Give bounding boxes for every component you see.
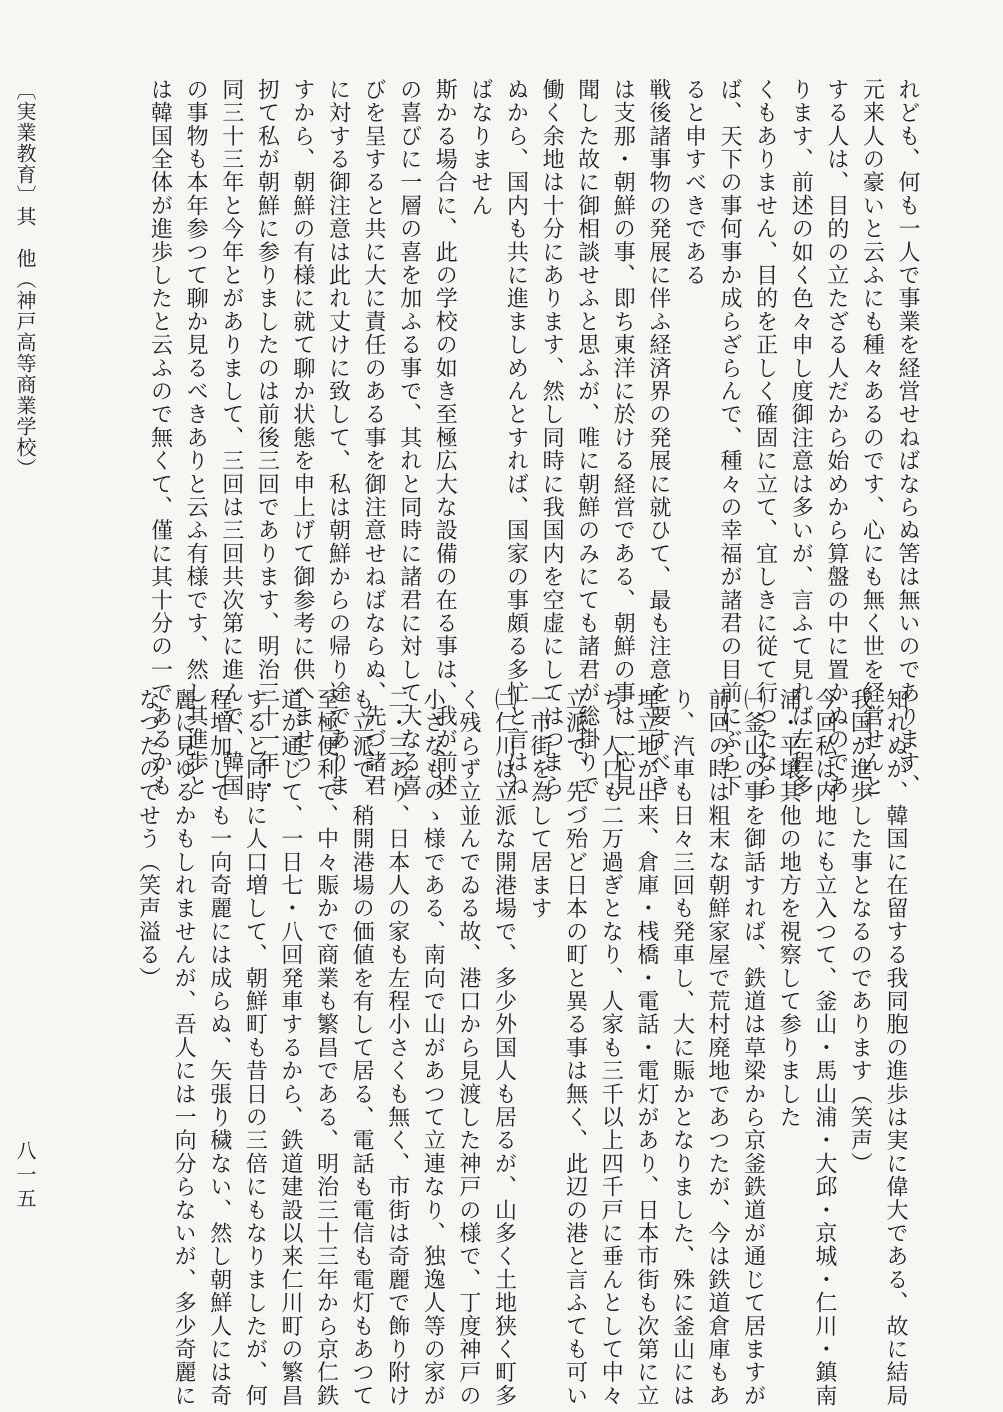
text-line: 浦・平壌其他の地方を視察して参りました <box>776 688 802 1129</box>
text-line: ち、人口も二万過ぎとなり、人家も三千以上四千戸に垂んとして中々 <box>598 688 624 1408</box>
header-section: 〔実業教育〕 <box>13 80 37 206</box>
text-line: びを呈すると共に大に責任のある事を御注意せねばならぬ、先づ諸君 <box>361 78 387 798</box>
text-line: 小さなものゝ様である、南向で山があつて立連なり、独逸人等の家が <box>420 688 446 1408</box>
text-line: 麗に見ゆるかもしれませんが、吾人には一向分らないが、多少奇麗に <box>171 688 197 1408</box>
text-line: すると同時に人口増して、朝鮮町も昔日の三倍にもなりましたが、何 <box>242 688 268 1408</box>
text-line: 立派で、先づ殆ど日本の町と異る事は無く、此辺の港と言ふても可い <box>562 688 588 1408</box>
text-line: ㈠釜山の事を御話すれば、鉄道は草梁から京釜鉄道が通じて居ますが <box>740 688 766 1408</box>
text-line: ると申すべきである <box>681 78 707 287</box>
text-line: は韓国全体が進歩したと云ふので無くて、僅に其十分の一であるかも <box>147 78 173 798</box>
text-line: 二・三あり、日本人の家も左程小さくも無く、市街は奇麗で飾り附け <box>384 688 410 1408</box>
upper-text-block <box>147 78 925 798</box>
page-number: 八一五 <box>13 1140 37 1212</box>
text-line: れども、何も一人で事業を経営せねばならぬ筈は無いのであります、 <box>895 78 920 798</box>
text-line: ぬから、国内も共に進ましめんとすれば、国家の事頗る多忙と言はね <box>503 78 529 798</box>
text-line: 戦後諸事物の発展に伴ふ経済界の発展に就ひて、最も注意を要すべき <box>645 78 671 798</box>
running-header <box>10 80 40 479</box>
text-line: 斯かる場合に、此の学校の如き至極広大な設備の在る事は、我が前述 <box>432 78 458 798</box>
text-line: 我国が進歩した事となるのであります（笑声） <box>847 688 873 1176</box>
text-line: 前回の時は粗末な朝鮮家屋で荒村廃地であつたが、今は鉄道倉庫もあ <box>705 688 731 1408</box>
text-line: に対する御注意は此れ丈けに致して、私は朝鮮からの帰り途でありま <box>325 78 351 798</box>
text-line: も立派で、稍開港場の価値を有して居る、電話も電信も電灯もあつて <box>349 688 375 1408</box>
text-line: 同三十三年と今年とがありまして、三回は三回共次第に進んで、韓国 <box>218 78 244 798</box>
text-line: 扨て私が朝鮮に参りましたのは前後三回であります、明治三十一年・ <box>254 78 280 798</box>
text-line: 元来人の豪いと云ふにも種々あるのです、心にも無く世を経営せんと <box>859 78 885 798</box>
text-line: の事物も本年参つて聊か見るべきありと云ふ有様です、然し其進歩と <box>183 78 209 798</box>
text-line: 働く余地は十分にあります、然し同時に我国内を空虚にしてはつまら <box>539 78 565 798</box>
text-line: ばなりません <box>467 78 493 218</box>
text-line: くもありません、目的を正しく確固に立て、宜しきに従て行つたなら <box>752 78 778 798</box>
text-line: 聞した故に御相談せふと思ふが、唯に朝鮮のみにても諸君が総掛りで <box>574 78 600 798</box>
header-category: 其 他 <box>13 206 37 269</box>
text-line: なつたのでせう（笑声溢る） <box>135 688 161 990</box>
text-line: 至極便利で、中々賑かで商業も繁昌である、明治三十三年から京仁鉄 <box>313 688 339 1408</box>
text-line: ㈡仁川は立派な開港場で、多少外国人も居るが、山多く土地狭く町多 <box>491 688 517 1408</box>
text-line: すから、朝鮮の有様に就て聊か状態を申上げて御参考に供へませう <box>289 78 315 774</box>
text-line: の喜びに一層の喜を加ふる事で、其れと同時に諸君に対して大なる喜 <box>396 78 422 798</box>
text-line: 一市街を為して居ます <box>527 688 553 920</box>
text-line: 道が通じて、一日七・八回発車するから、鉄道建設以来仁川町の繁昌 <box>277 688 303 1408</box>
text-line: 埋立地が出来、倉庫・桟橋・電話・電灯があり、日本市街も次第に立 <box>633 688 659 1408</box>
text-line: 程増加しても一向奇麗には成らぬ、矢張り穢ない、然し朝鮮人には奇 <box>206 688 232 1408</box>
text-line: ります、前述の如く色々申し度御注意は多いが、言ふて見れば左程多 <box>788 78 814 798</box>
text-line: 今回私は内地にも立入つて、釜山・馬山浦・大邱・京城・仁川・鎮南 <box>811 688 837 1408</box>
text-line: く残らず立並んでゐる故、港口から見渡した神戸の様で、丁度神戸の <box>455 688 481 1408</box>
text-line: 知れぬが、韓国に在留する我同胞の進歩は実に偉大である、故に結局 <box>883 688 908 1408</box>
header-school: （神戸高等商業学校） <box>13 269 37 479</box>
text-line: は支那・朝鮮の事、即ち東洋に於ける経営である、朝鮮の事は一応見 <box>610 78 636 798</box>
lower-text-block <box>93 688 913 1408</box>
text-line: する人は、目的の立たざる人だから始めから算盤の中に置かぬのであ <box>823 78 849 798</box>
text-line: り、汽車も日々三回も発車し、大に賑かとなりました、殊に釜山には <box>669 688 695 1408</box>
text-line: ば、天下の事何事か成らざらんで、種々の幸福が諸君の目前にぶら下 <box>717 78 743 798</box>
